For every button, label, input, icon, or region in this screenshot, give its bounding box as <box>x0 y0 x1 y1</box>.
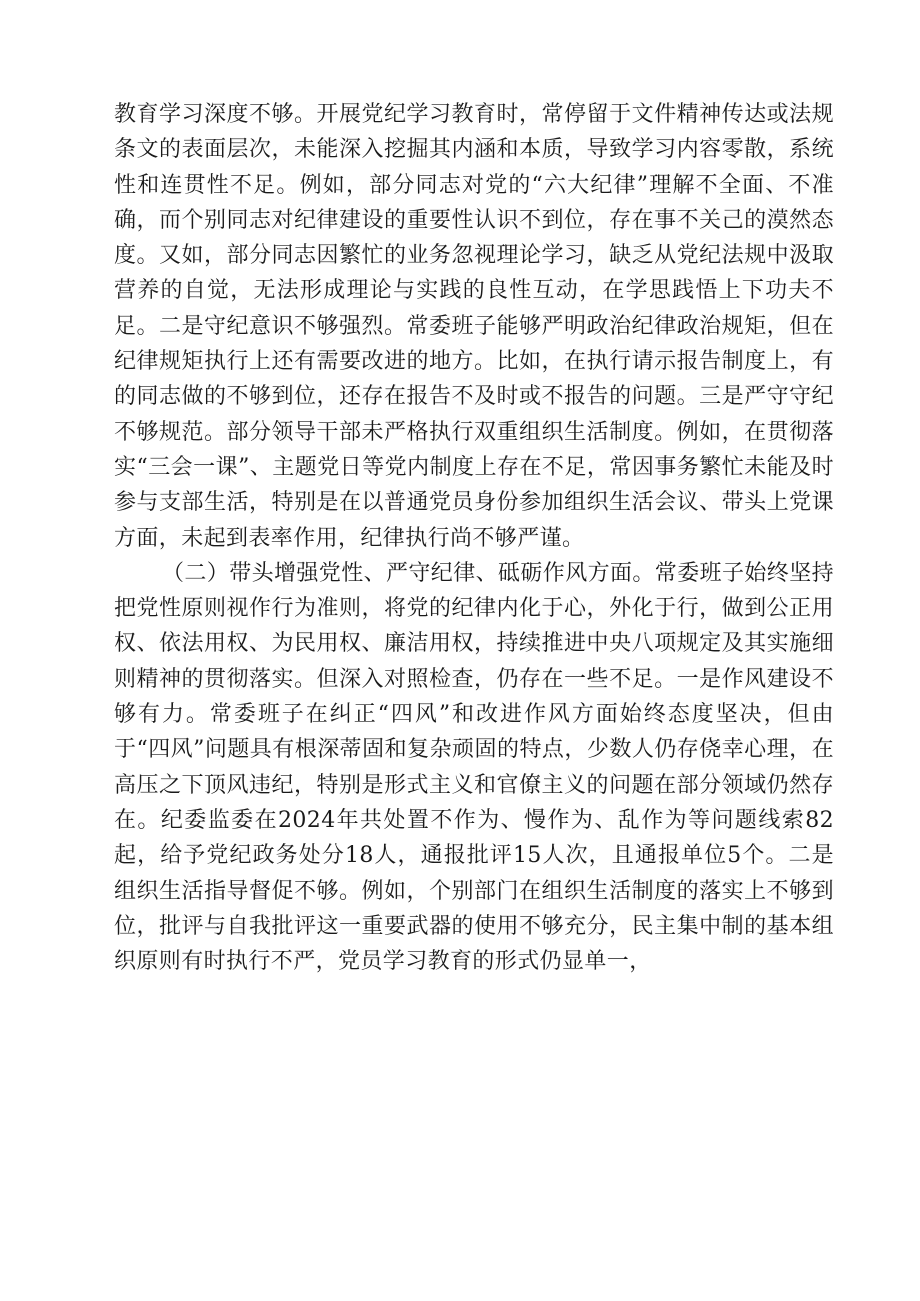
document-page <box>114 97 834 979</box>
paragraph-discipline-education: 教育学习深度不够。开展党纪学习教育时，常停留于文件精神传达或法规条文的表面层次，未能深入挖掘其内涵和本质，导致学习内容零散，系统性和连贯性不足。例如，部分同志对党的“六大纪律”理解不全面、不准确，而个别同志对纪律建设的重要性认识不到位，存在事不关己的漠然态度。又如，部分同志因繁忙的业务忽视理论学习，缺乏从党纪法规中汲取营养的自觉，无法形成理论与实践的良性互动，在学思践悟上下功夫不足。二是守纪意识不够强烈。常委班子能够严明政治纪律政治规矩，但在纪律规矩执行上还有需要改进的地方。比如，在执行请示报告制度上，有的同志做的不够到位，还存在报告不及时或不报告的问题。三是严守守纪不够规范。部分领导干部未严格执行双重组织生活制度。例如，在贯彻落实“三会一课”、主题党日等党内制度上存在不足，常因事务繁忙未能及时参与支部生活，特别是在以普通党员身份参加组织生活会议、带头上党课方面，未起到表率作用，纪律执行尚不够严谨。 <box>114 102 834 551</box>
paragraph-party-spirit-section: （二）带头增强党性、严守纪律、砥砺作风方面。常委班子始终坚持把党性原则视作行为准则，将党的纪律内化于心，外化于行，做到公正用权、依法用权、为民用权、廉洁用权，持续推进中央八项规定及其实施细则精神的贯彻落实。但深入对照检查，仍存在一些不足。一是作风建设不够有力。常委班子在纠正“四风”和改进作风方面始终态度坚决，但由于“四风”问题具有根深蒂固和复杂顽固的特点，少数人仍存侥幸心理，在高压之下顶风违纪，特别是形式主义和官僚主义的问题在部分领域仍然存在。纪委监委在2024年共处置不作为、慢作为、乱作为等问题线索82起，给予党纪政务处分18人，通报批评15人次，且通报单位5个。二是组织生活指导督促不够。例如，个别部门在组织生活制度的落实上不够到位，批评与自我批评这一重要武器的使用不够充分，民主集中制的基本组织原则有时执行不严，党员学习教育的形式仍显单一， <box>114 560 835 975</box>
